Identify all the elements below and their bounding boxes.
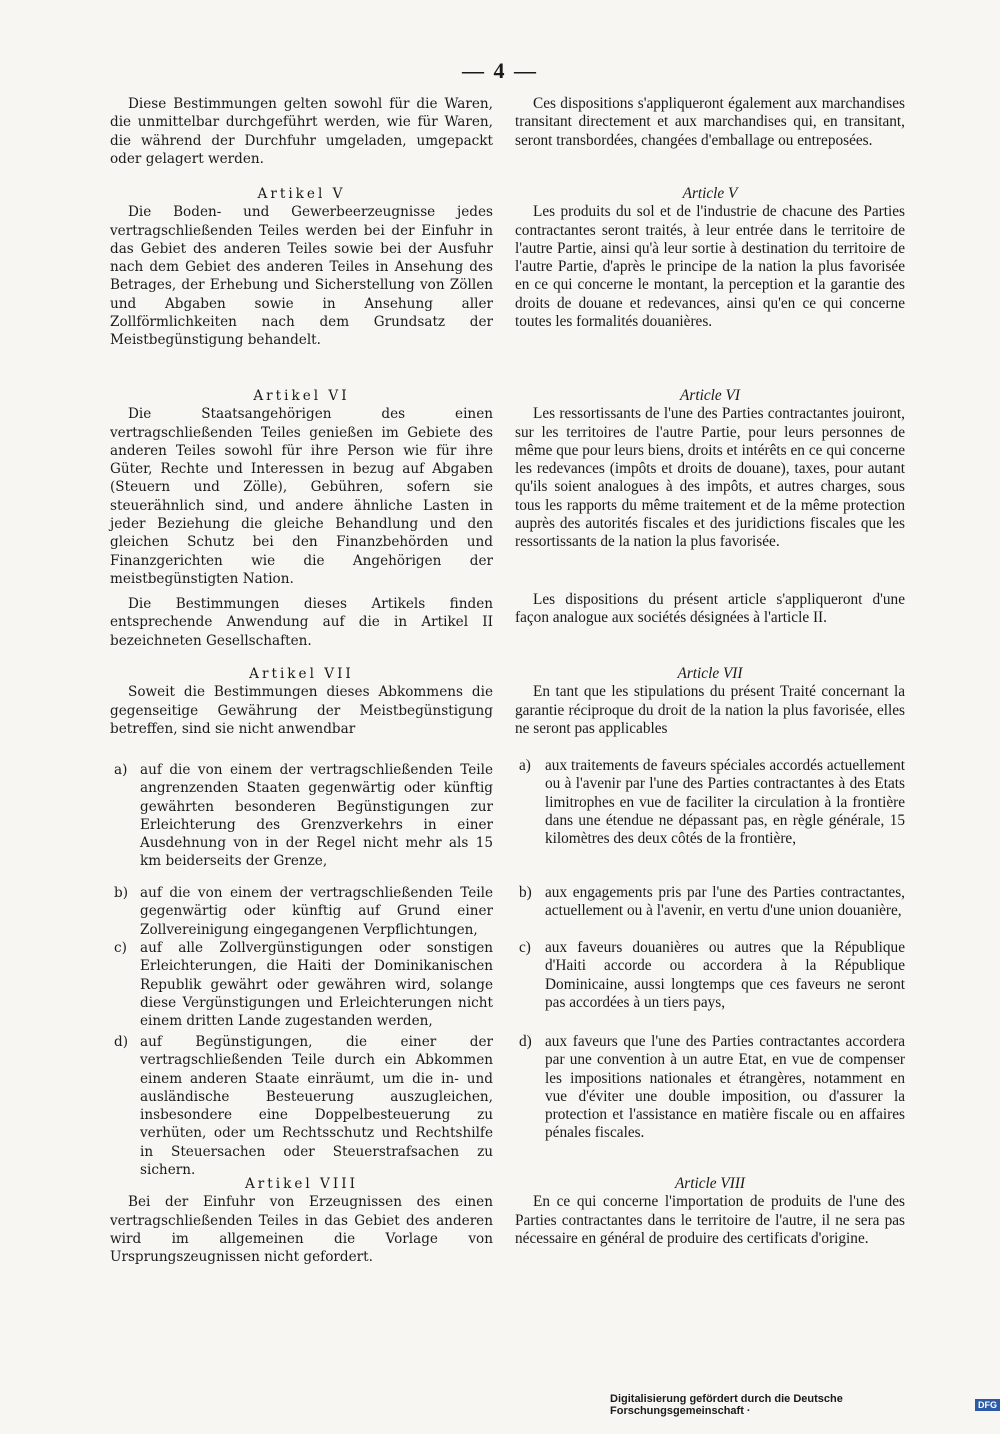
- french-article-8-text: En ce qui concerne l'importation de produits de l'une des Parties contractantes dans le territoire de l'autre, il ne sera pas nécessaire en général de produire des certificats d'origine.: [515, 1193, 905, 1247]
- french-article-7-item-d: [515, 1033, 905, 1143]
- item-text: auf alle Zollvergünstigungen oder sonstigen Erleichterungen, die Haiti der Dominikanischen Republik gewährt oder gewähren wird, solange diese Vergünstigungen und Erleichterungen nicht einem dritten Lande zugestanden werden,: [140, 940, 493, 1030]
- french-article-7: [515, 665, 905, 738]
- digitization-footer: [610, 1393, 1000, 1417]
- german-article-6-para-2: [110, 595, 493, 650]
- german-article-6-text-2: Die Bestimmungen dieses Artikels finden entsprechende Anwendung auf die in Artikel II bezeichneten Gesellschaften.: [110, 596, 493, 649]
- item-text: auf die von einem der vertragschließenden Teile angrenzenden Staaten gegenwärtig oder künftig gewährten besonderen Begünstigungen zur Erleichterung des Grenzverkehrs in einer Ausdehnung von in der Regel nicht mehr als 15 km beiderseits der Grenze,: [140, 762, 493, 870]
- german-article-6-heading: Artikel VI: [253, 388, 350, 404]
- german-article-5-text: Die Boden- und Gewerbeerzeugnisse jedes vertragschließenden Teiles werden bei der Einfuhr in das Gebiet des anderen Teiles sowie bei der Ausfuhr nach dem Gebiet des anderen Teiles in Ansehung des Betrages, der Erhebung und Sicherstellung von Zöllen und Abgaben sowie in Ansehung aller Zollförmlichkeiten nach dem Grundsatz der Meistbegünstigung behandelt.: [110, 204, 493, 349]
- german-article-7-item-b: [110, 884, 493, 939]
- item-text: aux faveurs douanières ou autres que la République d'Haiti accorde ou accordera à la République Dominicaine, aussi longtemps que ces faveurs ne seront pas accordées à un tiers pays,: [545, 939, 905, 1011]
- french-article-7-heading: Article VII: [677, 665, 743, 682]
- french-article-6-heading: Article VI: [680, 387, 740, 404]
- item-label: b): [114, 885, 129, 901]
- item-label: a): [114, 762, 128, 778]
- french-article-5: [515, 185, 905, 331]
- footer-text: Digitalisierung gefördert durch die Deutsche Forschungsgemeinschaft ·: [610, 1393, 843, 1417]
- french-article-5-text: Les produits du sol et de l'industrie de chacune des Parties contractantes seront traités, à leur entrée dans le territoire de l'autre Partie, ainsi qu'à leur sortie à destination du territoire de l'autre Partie, d'après le principe de la nation la plus favorisée en ce qui concerne le montant, la perception et la garantie des droits de douane et redevances, ainsi qu'en ce qui concerne toutes les formalités douanières.: [515, 203, 905, 331]
- french-article-7-item-c: [515, 939, 905, 1012]
- german-article-7-item-d: [110, 1033, 493, 1179]
- french-article-8: [515, 1175, 905, 1248]
- german-article-7-intro: Soweit die Bestimmungen dieses Abkommens die gegenseitige Gewährung der Meistbegünstigung betreffen, sind sie nicht anwendbar: [110, 684, 493, 737]
- german-article-7-item-a: [110, 761, 493, 871]
- german-article-8-heading: Artikel VIII: [244, 1176, 358, 1192]
- item-label: b): [519, 884, 532, 901]
- item-text: aux traitements de faveurs spéciales accordés actuellement ou à l'avenir par l'une des Parties contractantes à des Etats limitrophes en vue de faciliter la circulation à la frontière dans une étendue ne dépassant pas, en règle générale, 15 kilomètres des deux côtés de la frontière,: [545, 757, 905, 848]
- german-article-7: [110, 665, 493, 738]
- item-label: d): [114, 1034, 129, 1050]
- french-article-6-text-2: Les dispositions du présent article s'appliqueront d'une façon analogue aux sociétés désignées à l'article II.: [515, 591, 905, 627]
- german-article-5: [110, 185, 493, 350]
- german-article-6-text-1: Die Staatsangehörigen des einen vertragschließenden Teiles genießen im Gebiete des anderen Teiles sowohl für ihre Person wie für ihre Güter, Rechte und Interessen in bezug auf Abgaben (Steuern und Zölle), Gebühren, sofern sie steuerähnlich sind, und andere ähnliche Lasten in jeder Beziehung die gleiche Behandlung und den gleichen Schutz bei den Finanzbehörden und Finanzgerichten wie die Angehörigen der meistbegünstigten Nation.: [110, 406, 493, 587]
- french-article-6-text-1: Les ressortissants de l'une des Parties contractantes jouiront, sur les territoires de l'autre Partie, pour leurs personnes de même que pour leurs biens, droits et intérêts en ce qui concerne les redevances (impôts et droits de douane), taxes, pour autant qu'ils soient analogues à des impôts, et autres charges, sous tous les rapports du même traitement et de la même protection auprès des autorités fiscales et des juridictions fiscales que les ressortissants de la nation la plus favorisée.: [515, 405, 905, 551]
- german-article-5-heading: Artikel V: [257, 186, 346, 202]
- french-article-7-item-b: [515, 884, 905, 921]
- item-label: c): [519, 939, 531, 956]
- german-article-8: [110, 1175, 493, 1266]
- french-intro: Ces dispositions s'appliqueront également aux marchandises transitant directement et aux marchandises qui, en transitant, seront transbordées, changées d'emballage ou entreposées.: [515, 95, 905, 149]
- item-text: aux faveurs que l'une des Parties contractantes accordera par une convention à un autre Etat, en vue de compenser les impositions nationales et étrangères, notamment en vue d'éviter une double imposition, ou d'assurer la protection et l'assistance en matière fiscale ou en affaires pénales fiscales.: [545, 1033, 905, 1142]
- french-article-6: [515, 387, 905, 552]
- dfg-logo: DFG: [975, 1399, 1000, 1411]
- french-article-7-item-a: [515, 757, 905, 848]
- french-article-7-intro: En tant que les stipulations du présent Traité concernant la garantie réciproque du droit de la nation la plus favorisée, elles ne seront pas applicables: [515, 683, 905, 737]
- item-label: d): [519, 1033, 532, 1050]
- german-article-6: [110, 387, 493, 588]
- item-text: auf Begünstigungen, die einer der vertragschließenden Teile durch ein Abkommen einem anderen Staate einräumt, um die in- und ausländische Besteuerung auszugleichen, insbesondere eine Doppelbesteuerung zu verhüten, oder um Rechtsschutz und Rechtshilfe in Steuersachen oder Steuerstrafsachen zu sichern.: [140, 1034, 493, 1179]
- item-label: c): [114, 940, 127, 956]
- french-article-5-heading: Article V: [682, 185, 738, 202]
- page-number: — 4 —: [462, 58, 538, 83]
- german-article-7-item-c: [110, 939, 493, 1030]
- german-intro: Diese Bestimmungen gelten sowohl für die Waren, die unmittelbar durchgeführt werden, wie für Waren, die während der Durchfuhr umgeladen, umgepackt oder gelagert werden.: [110, 96, 493, 167]
- german-article-8-text: Bei der Einfuhr von Erzeugnissen des einen vertragschließenden Teiles in das Gebiet des anderen wird im allgemeinen die Vorlage von Ursprungszeugnissen nicht gefordert.: [110, 1194, 493, 1266]
- item-label: a): [519, 757, 531, 774]
- item-text: aux engagements pris par l'une des Parties contractantes, actuellement ou à l'avenir, en vertu d'une union douanière,: [545, 884, 905, 920]
- french-article-6-para-2: [515, 591, 905, 628]
- item-text: auf die von einem der vertragschließenden Teile gegenwärtig oder künftig auf Grund einer Zollvereinigung eingegangenen Verpflichtungen,: [140, 885, 493, 938]
- german-article-7-heading: Artikel VII: [249, 666, 354, 682]
- german-intro-block: [110, 95, 493, 168]
- french-article-8-heading: Article VIII: [674, 1175, 746, 1192]
- french-intro-block: [515, 95, 905, 150]
